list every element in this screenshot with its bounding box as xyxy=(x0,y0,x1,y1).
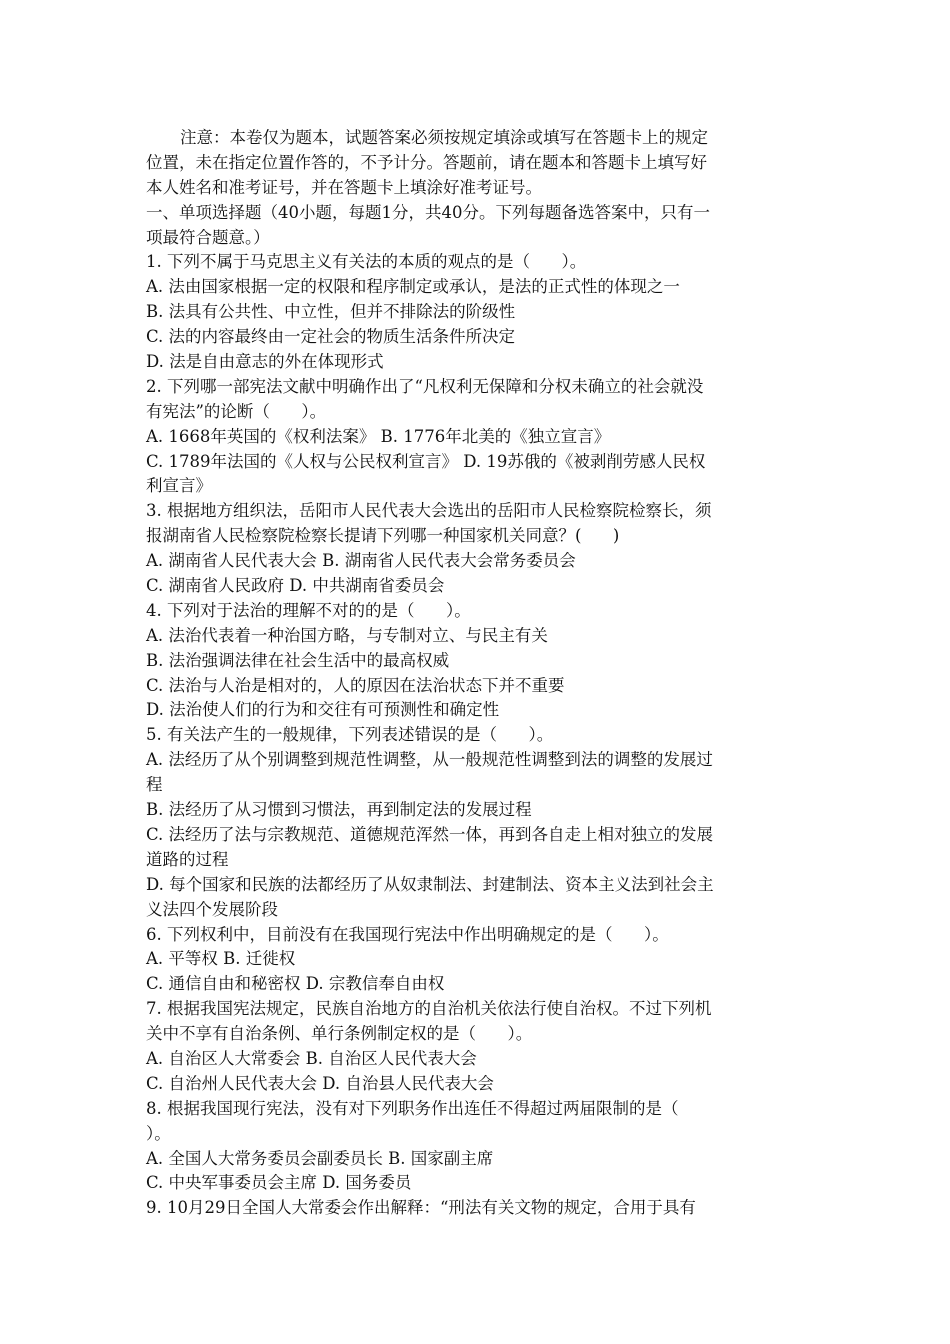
question-2-options-cd: C. 1789年法国的《人权与公民权利宣言》 D. 19苏俄的《被剥削劳感人民权 xyxy=(146,451,706,471)
question-4-option-b: B. 法治强调法律在社会生活中的最高权威 xyxy=(146,650,450,670)
question-4: 4. 下列对于法治的理解不对的的是（ ）。 xyxy=(146,600,471,620)
question-1-option-d: D. 法是自由意志的外在体现形式 xyxy=(146,352,384,372)
question-5-option-a: A. 法经历了从个别调整到规范性调整，从一般规范性调整到法的调整的发展过 xyxy=(146,750,713,770)
question-3-line-1: 3. 根据地方组织法，岳阳市人民代表大会选出的岳阳市人民检察院检察长，须 xyxy=(146,501,712,521)
section-heading-line-1: 一、单项选择题（40小题，每题1分，共40分。下列每题备选答案中，只有一 xyxy=(146,202,710,222)
question-2-line-1: 2. 下列哪一部宪法文献中明确作出了“凡权利无保障和分权未确立的社会就没 xyxy=(146,376,704,396)
question-7-options-ab: A. 自治区人大常委会 B. 自治区人民代表大会 xyxy=(146,1048,477,1068)
question-4-option-c: C. 法治与人治是相对的，人的原因在法治状态下并不重要 xyxy=(146,675,565,695)
question-2-options-ab: A. 1668年英国的《权利法案》 B. 1776年北美的《独立宣言》 xyxy=(146,426,611,446)
question-4-option-d: D. 法治使人们的行为和交往有可预测性和确定性 xyxy=(146,700,500,720)
question-8-line-2: ）。 xyxy=(146,1123,171,1143)
question-5-option-c-cont: 道路的过程 xyxy=(146,849,229,869)
question-5-option-d: D. 每个国家和民族的法都经历了从奴隶制法、封建制法、资本主义法到社会主 xyxy=(146,874,714,894)
notice-line-1: 注意：本卷仅为题本，试题答案必须按规定填涂或填写在答题卡上的规定 xyxy=(180,128,708,147)
question-3-line-2: 报湖南省人民检察院检察长提请下列哪一种国家机关同意？( ) xyxy=(146,526,620,546)
question-7-line-2: 关中不享有自治条例、单行条例制定权的是（ ）。 xyxy=(146,1024,533,1044)
question-6-options-cd: C. 通信自由和秘密权 D. 宗教信奉自由权 xyxy=(146,974,445,994)
document-page xyxy=(146,126,816,1221)
question-2-line-2: 有宪法”的论断（ ）。 xyxy=(146,401,327,421)
question-8-options-cd: C. 中央军事委员会主席 D. 国务委员 xyxy=(146,1173,412,1193)
question-9: 9. 10月29日全国人大常委会作出解释：“刑法有关文物的规定，合用于具有 xyxy=(146,1198,696,1218)
question-5-option-b: B. 法经历了从习惯到习惯法，再到制定法的发展过程 xyxy=(146,800,532,820)
question-1-option-b: B. 法具有公共性、中立性，但并不排除法的阶级性 xyxy=(146,302,516,322)
question-1-option-a: A. 法由国家根据一定的权限和程序制定或承认，是法的正式性的体现之一 xyxy=(146,277,680,297)
question-8-line-1: 8. 根据我国现行宪法，没有对下列职务作出连任不得超过两届限制的是（ xyxy=(146,1098,679,1118)
section-heading-line-2: 项最符合题意。） xyxy=(146,227,270,247)
question-5-option-c: C. 法经历了法与宗教规范、道德规范浑然一体，再到各自走上相对独立的发展 xyxy=(146,824,714,844)
question-2-options-cd-cont: 利宣言》 xyxy=(146,476,212,496)
question-3-options-ab: A. 湖南省人民代表大会 B. 湖南省人民代表大会常务委员会 xyxy=(146,551,576,571)
question-8-options-ab: A. 全国人大常务委员会副委员长 B. 国家副主席 xyxy=(146,1148,494,1168)
question-7-line-1: 7. 根据我国宪法规定，民族自治地方的自治机关依法行使自治权。不过下列机 xyxy=(146,999,712,1019)
question-3-options-cd: C. 湖南省人民政府 D. 中共湖南省委员会 xyxy=(146,576,445,596)
question-5-option-d-cont: 义法四个发展阶段 xyxy=(146,899,278,919)
question-7-options-cd: C. 自治州人民代表大会 D. 自治县人民代表大会 xyxy=(146,1073,494,1093)
question-1-option-c: C. 法的内容最终由一定社会的物质生活条件所决定 xyxy=(146,327,516,347)
question-6: 6. 下列权利中，目前没有在我国现行宪法中作出明确规定的是（ ）。 xyxy=(146,924,669,944)
notice-line-2: 位置，未在指定位置作答的，不予计分。答题前，请在题本和答题卡上填写好 xyxy=(146,152,707,172)
notice-line-3: 本人姓名和准考证号，并在答题卡上填涂好准考证号。 xyxy=(146,177,542,197)
question-6-options-ab: A. 平等权 B. 迁徙权 xyxy=(146,949,296,969)
question-1: 1. 下列不属于马克思主义有关法的本质的观点的是（ ）。 xyxy=(146,252,587,272)
question-4-option-a: A. 法治代表着一种治国方略，与专制对立、与民主有关 xyxy=(146,625,548,645)
question-5: 5. 有关法产生的一般规律，下列表述错误的是（ ）。 xyxy=(146,725,554,745)
question-5-option-a-cont: 程 xyxy=(146,775,163,795)
